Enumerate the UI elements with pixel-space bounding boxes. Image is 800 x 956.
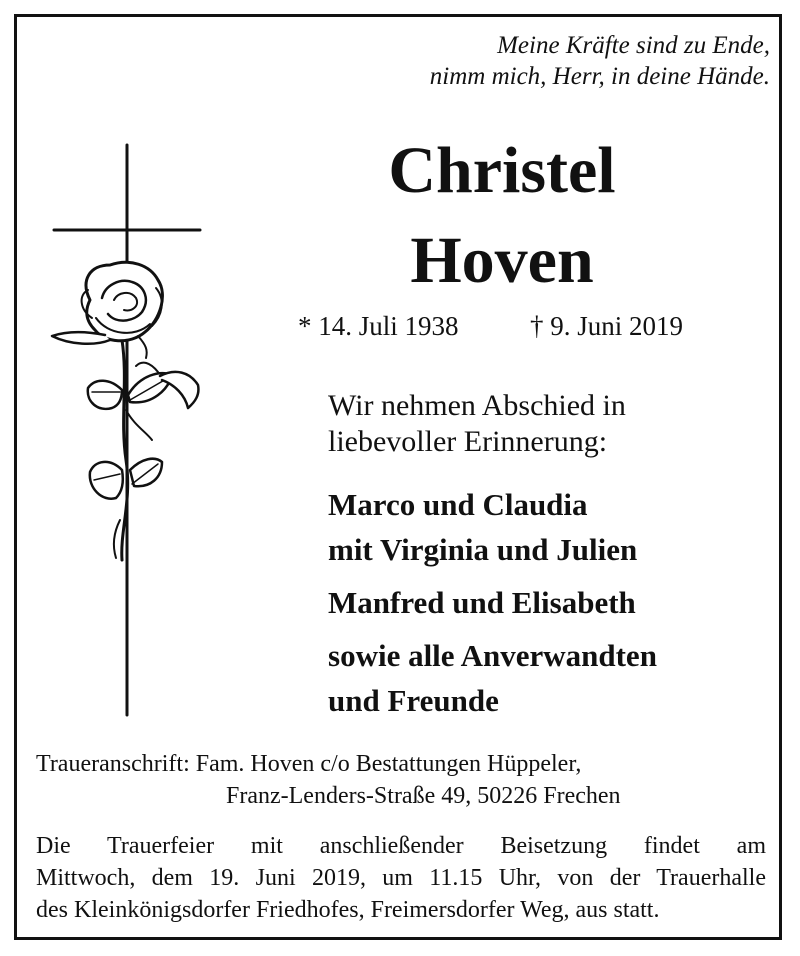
mourner-group-3 — [328, 633, 778, 723]
mourner-line: Marco und Claudia — [328, 487, 588, 522]
mourner-line: sowie alle Anverwandten — [328, 638, 657, 673]
address-line-2: Franz-Lenders-Straße 49, 50226 Frechen — [226, 783, 621, 809]
mourner-line: mit Virginia und Julien — [328, 532, 638, 567]
service-line-2: Mittwoch, dem 19. Juni 2019, um 11.15 Uhr, von der Trauerhalle — [36, 865, 766, 891]
mourner-line: und Freunde — [328, 683, 499, 718]
farewell-line-2: liebevoller Erinnerung: — [328, 425, 608, 458]
farewell-text — [328, 388, 768, 460]
mourner-group-1 — [328, 482, 778, 572]
death-date: † 9. Juni 2019 — [530, 311, 684, 341]
service-line-1: Die Trauerfeier mit anschließender Beisetzung findet am — [36, 833, 766, 859]
mourner-group-2 — [328, 580, 778, 625]
last-name: Hoven — [410, 224, 594, 297]
verse — [330, 30, 770, 92]
farewell-line-1: Wir nehmen Abschied in — [328, 389, 626, 422]
verse-line-1: Meine Kräfte sind zu Ende, — [497, 32, 770, 59]
service-line-3: des Kleinkönigsdorfer Friedhofes, Freimersdorfer Weg, aus statt. — [36, 897, 660, 923]
mourner-line: Manfred und Elisabeth — [328, 585, 636, 620]
first-name: Christel — [388, 134, 616, 207]
verse-line-2: nimm mich, Herr, in deine Hände. — [429, 63, 770, 90]
cross-with-rose-icon — [50, 140, 210, 720]
service-info — [36, 830, 766, 926]
birth-date: * 14. Juli 1938 — [298, 311, 459, 341]
mourning-address — [36, 748, 766, 812]
address-line-1: Traueranschrift: Fam. Hoven c/o Bestattungen Hüppeler, — [36, 751, 582, 777]
